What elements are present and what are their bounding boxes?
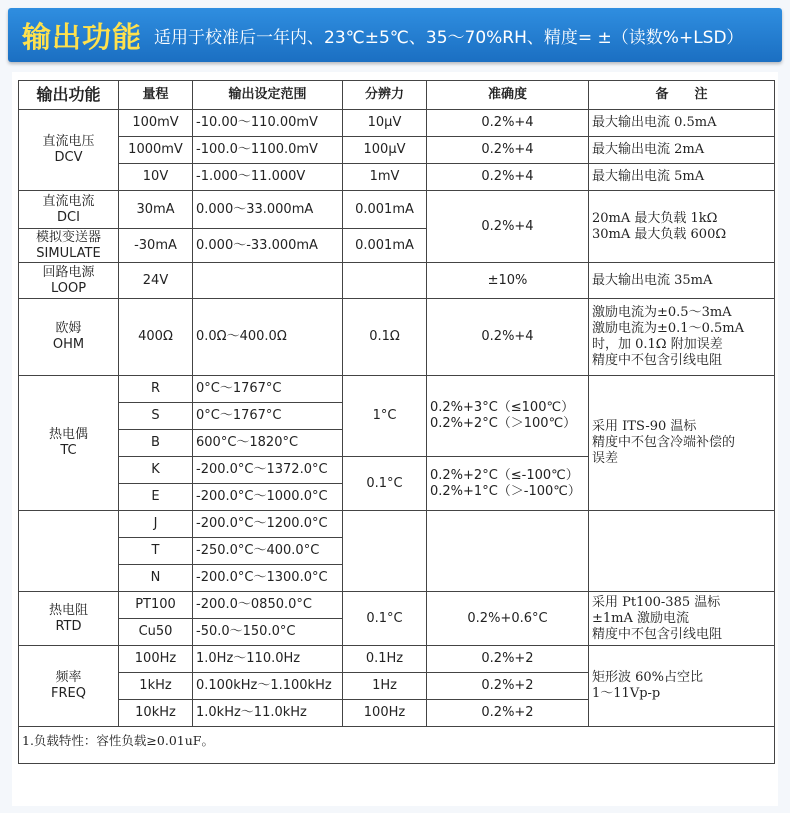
function-code: FREQ	[51, 686, 86, 701]
table-row	[19, 376, 775, 403]
function-name: 直流电流	[42, 193, 95, 209]
type-cell: PT100	[119, 592, 193, 619]
note-line: 采用 Pt100-385 温标	[592, 594, 721, 610]
note-line: 矩形波 60%占空比	[592, 670, 704, 685]
setting-cell: 0.000～-33.000mA	[193, 229, 343, 263]
accuracy-cell: 0.2%+4	[427, 164, 589, 191]
table-row	[19, 110, 775, 137]
resolution-cell: 0.1Ω	[343, 299, 427, 376]
note-line: 激励电流为±0.1～0.5mA	[592, 321, 744, 336]
note-line: 采用 ITS-90 温标	[592, 419, 697, 434]
setting-cell: -100.0～1100.0mV	[193, 137, 343, 164]
type-cell: B	[119, 430, 193, 457]
setting-cell: -200.0°C～1372.0°C	[193, 457, 343, 484]
table-row	[19, 164, 775, 191]
table-row	[19, 646, 775, 673]
note-line: 精度中不包含引线电阻	[592, 626, 723, 642]
setting-cell: -200.0°C～1300.0°C	[193, 565, 343, 592]
setting-cell: 0.100kHz～1.100kHz	[193, 673, 343, 700]
col-header-note: 备 注	[589, 81, 775, 110]
function-name: 频率	[55, 670, 82, 685]
accuracy-cell: 0.2%+2	[427, 673, 589, 700]
range-cell: -30mA	[119, 229, 193, 263]
accuracy-cell: 0.2%+4	[427, 191, 589, 263]
resolution-cell: 10μV	[343, 110, 427, 137]
empty-cell	[589, 511, 775, 592]
accuracy-cell: 0.2%+4	[427, 299, 589, 376]
table-row	[19, 263, 775, 299]
range-cell: 10V	[119, 164, 193, 191]
accuracy-cell: 0.2%+0.6°C	[427, 592, 589, 646]
spec-table	[18, 80, 775, 764]
setting-cell: -200.0°C～1200.0°C	[193, 511, 343, 538]
note-cell: 最大输出电流 2mA	[589, 137, 775, 164]
function-cell-loop	[19, 263, 119, 299]
setting-cell: 0°C～1767°C	[193, 403, 343, 430]
banner-subtitle: 适用于校准后一年内、23℃±5℃、35～70%RH、精度= ±（读数%+LSD）	[154, 27, 744, 48]
empty-cell	[19, 511, 119, 592]
accuracy-cell: 0.2%+4	[427, 137, 589, 164]
accuracy-cell	[427, 376, 589, 457]
empty-cell	[343, 511, 427, 592]
setting-cell: -200.0°C～1000.0°C	[193, 484, 343, 511]
setting-cell: 600°C～1820°C	[193, 430, 343, 457]
note-cell: 最大输出电流 0.5mA	[589, 110, 775, 137]
type-cell: R	[119, 376, 193, 403]
function-name: 回路电源	[42, 264, 95, 280]
note-line: 20mA 最大负载 1kΩ	[592, 210, 718, 226]
empty-cell	[193, 263, 343, 299]
col-header-range: 量程	[119, 81, 193, 110]
function-code: SIMULATE	[36, 245, 101, 261]
function-code: TC	[60, 443, 77, 458]
accuracy-line: 0.2%+1°C（＞-100℃）	[430, 483, 581, 499]
function-cell-ohm	[19, 299, 119, 376]
function-cell-freq	[19, 646, 119, 727]
spec-panel	[12, 72, 778, 806]
function-cell-dci	[19, 191, 119, 229]
table-header-row	[19, 81, 775, 110]
range-cell: 1kHz	[119, 673, 193, 700]
range-cell: 100Hz	[119, 646, 193, 673]
setting-cell: 0.000～33.000mA	[193, 191, 343, 229]
title-banner	[8, 8, 782, 62]
setting-cell: 1.0kHz～11.0kHz	[193, 700, 343, 727]
resolution-cell: 1Hz	[343, 673, 427, 700]
function-name: 热电偶	[48, 427, 88, 442]
function-code: RTD	[55, 618, 82, 634]
type-cell: Cu50	[119, 619, 193, 646]
function-code: DCI	[57, 209, 80, 225]
note-cell: 最大输出电流 35mA	[589, 263, 775, 299]
function-name: 模拟变送器	[35, 229, 101, 245]
type-cell: J	[119, 511, 193, 538]
table-row	[19, 592, 775, 619]
note-cell	[589, 592, 775, 646]
type-cell: N	[119, 565, 193, 592]
setting-cell: -10.00～110.00mV	[193, 110, 343, 137]
setting-cell: -200.0～0850.0°C	[193, 592, 343, 619]
setting-cell: 0°C～1767°C	[193, 376, 343, 403]
empty-cell	[427, 511, 589, 592]
table-row	[19, 511, 775, 538]
table-row	[19, 299, 775, 376]
range-cell: 100mV	[119, 110, 193, 137]
function-code: LOOP	[50, 280, 87, 296]
banner-title: 输出功能	[22, 19, 143, 54]
function-cell-dcv	[19, 110, 119, 191]
function-name: 欧姆	[55, 321, 82, 336]
range-cell: 30mA	[119, 191, 193, 229]
resolution-cell: 0.1Hz	[343, 646, 427, 673]
type-cell: E	[119, 484, 193, 511]
resolution-cell: 1mV	[343, 164, 427, 191]
accuracy-cell: 0.2%+4	[427, 110, 589, 137]
note-line: ±1mA 激励电流	[592, 610, 690, 626]
note-line: 30mA 最大负载 600Ω	[592, 226, 727, 242]
resolution-cell: 0.1°C	[343, 457, 427, 511]
function-name: 直流电压	[42, 134, 95, 149]
col-header-function: 输出功能	[19, 81, 119, 110]
note-line: 精度中不包含引线电阻	[592, 353, 723, 368]
note-line: 精度中不包含冷端补偿的	[592, 435, 736, 450]
function-cell-simulate	[19, 229, 119, 263]
accuracy-cell	[427, 457, 589, 511]
setting-cell: -1.000～11.000V	[193, 164, 343, 191]
resolution-cell: 0.001mA	[343, 229, 427, 263]
range-cell: 10kHz	[119, 700, 193, 727]
accuracy-line: 0.2%+2°C（≤-100℃）	[430, 467, 579, 483]
footnote: 1.负载特性：容性负载≥0.01uF。	[19, 727, 775, 764]
accuracy-cell: ±10%	[427, 263, 589, 299]
function-cell-rtd	[19, 592, 119, 646]
accuracy-line: 0.2%+3°C（≤100℃）	[430, 400, 575, 415]
type-cell: K	[119, 457, 193, 484]
resolution-cell: 1°C	[343, 376, 427, 457]
note-line: 时，加 0.1Ω 附加误差	[592, 337, 723, 352]
setting-cell: -50.0～150.0°C	[193, 619, 343, 646]
setting-cell: -250.0°C～400.0°C	[193, 538, 343, 565]
note-cell	[589, 191, 775, 263]
note-cell	[589, 646, 775, 727]
setting-cell: 1.0Hz～110.0Hz	[193, 646, 343, 673]
range-cell: 24V	[119, 263, 193, 299]
note-line: 误差	[592, 451, 619, 466]
function-name: 热电阻	[48, 602, 88, 618]
type-cell: T	[119, 538, 193, 565]
resolution-cell: 0.1°C	[343, 592, 427, 646]
note-line: 激励电流为±0.5～3mA	[592, 305, 732, 320]
function-code: DCV	[54, 150, 83, 165]
col-header-accuracy: 准确度	[427, 81, 589, 110]
function-cell-tc	[19, 376, 119, 511]
note-cell	[589, 299, 775, 376]
note-line: 1～11Vp-p	[592, 686, 661, 701]
footnote-row	[19, 727, 775, 764]
resolution-cell: 100Hz	[343, 700, 427, 727]
resolution-cell: 0.001mA	[343, 191, 427, 229]
range-cell: 400Ω	[119, 299, 193, 376]
accuracy-cell: 0.2%+2	[427, 646, 589, 673]
note-cell: 最大输出电流 5mA	[589, 164, 775, 191]
accuracy-line: 0.2%+2°C（＞100℃）	[430, 416, 577, 431]
range-cell: 1000mV	[119, 137, 193, 164]
col-header-resolution: 分辨力	[343, 81, 427, 110]
resolution-cell: 100μV	[343, 137, 427, 164]
type-cell: S	[119, 403, 193, 430]
empty-cell	[343, 263, 427, 299]
table-row	[19, 137, 775, 164]
accuracy-cell: 0.2%+2	[427, 700, 589, 727]
table-row	[19, 191, 775, 229]
setting-cell: 0.0Ω～400.0Ω	[193, 299, 343, 376]
col-header-setting: 输出设定范围	[193, 81, 343, 110]
function-code: OHM	[52, 337, 85, 352]
note-cell	[589, 376, 775, 511]
